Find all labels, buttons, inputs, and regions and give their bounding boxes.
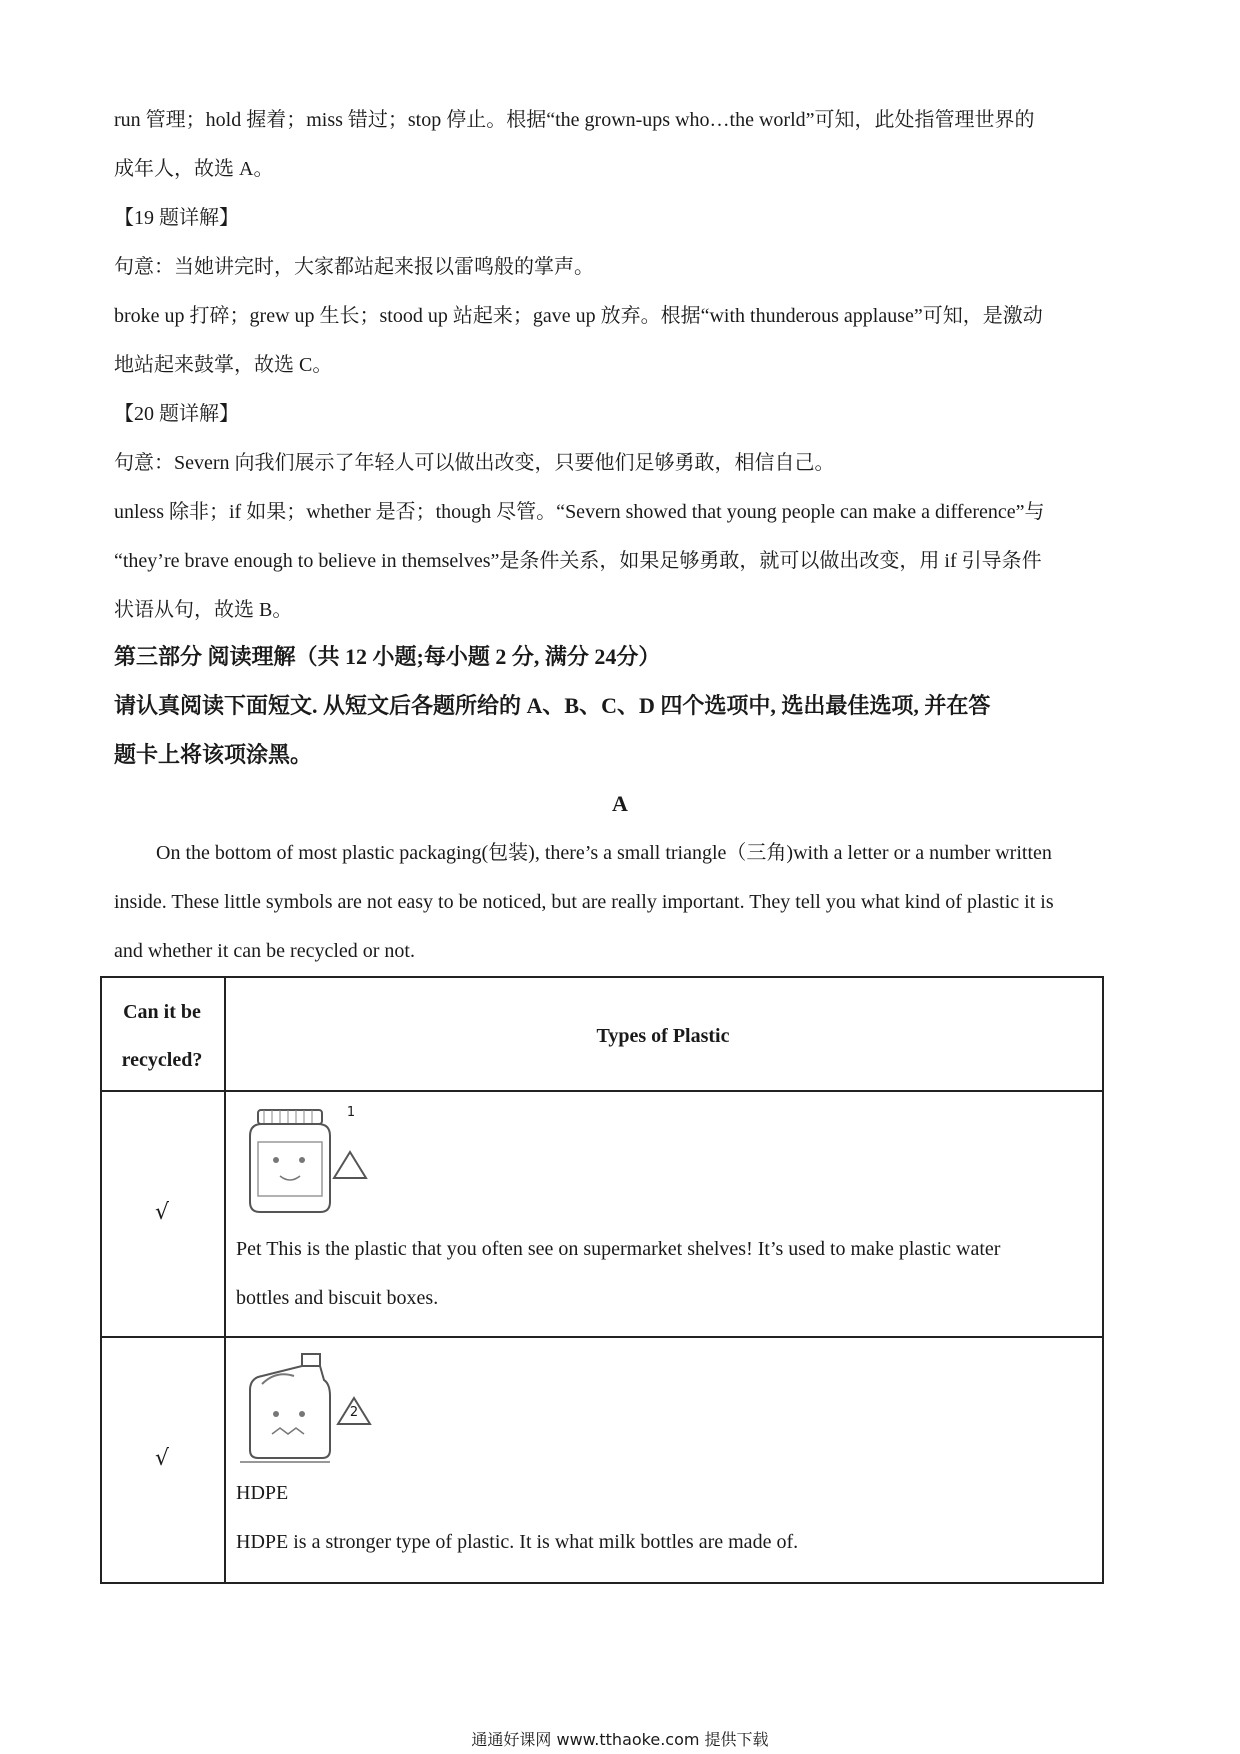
row1-description-line1: Pet This is the plastic that you often see on supermarket shelves! It’s used to make plastic water: [236, 1238, 1001, 1260]
row2-description-line1: HDPE is a stronger type of plastic. It is what milk bottles are made of.: [236, 1531, 799, 1553]
section-instruction-line1: 请认真阅读下面短文. 从短文后各题所给的 A、B、C、D 四个选项中, 选出最佳选项, 并在答: [114, 693, 991, 718]
table-border-bottom: [100, 1582, 1104, 1584]
table-border-top: [100, 976, 1104, 978]
passage-line2: inside. These little symbols are not easy to be noticed, but are really important. They tell you what kind of plastic it is: [114, 891, 1054, 913]
section-instruction-line2: 题卡上将该项涂黑。: [114, 742, 313, 767]
table-border-header: [100, 1090, 1104, 1092]
q20-explanation-line3: 状语从句，故选 B。: [114, 599, 293, 621]
row1-recyclable-check: √: [154, 1200, 170, 1225]
table-border-middle: [224, 976, 226, 1584]
header-recyclable-line2: recycled?: [121, 1049, 203, 1071]
q18-explanation-line2: 成年人，故选 A。: [114, 158, 274, 180]
table-border-row1: [100, 1336, 1104, 1338]
row2-plastic-name: HDPE: [236, 1482, 289, 1504]
footer-source: 通通好课网 www.tthaoke.com 提供下载: [471, 1730, 769, 1749]
row1-description-line2: bottles and biscuit boxes.: [236, 1287, 439, 1309]
q19-explanation-line2: 地站起来鼓掌，故选 C。: [114, 354, 333, 376]
pet-recycle-number: 1: [346, 1105, 356, 1120]
q20-explanation-line2: “they’re brave enough to believe in themselves”是条件关系，如果足够勇敢，就可以做出改变，用 if 引导条件: [114, 550, 1042, 572]
q20-explanation-line1: unless 除非；if 如果；whether 是否；though 尽管。“Severn showed that young people can make a difference”与: [114, 501, 1045, 523]
hdpe-recycle-number: 2: [349, 1405, 359, 1420]
passage-line1: On the bottom of most plastic packaging(包装), there’s a small triangle（三角)with a letter or a number written: [156, 842, 1052, 864]
table-border-right: [1102, 976, 1104, 1584]
q18-explanation-line1: run 管理；hold 握着；miss 错过；stop 停止。根据“the grown-ups who…the world”可知，此处指管理世界的: [114, 109, 1035, 131]
plastic-types-table: [100, 976, 1104, 1584]
q19-heading: 【19 题详解】: [114, 207, 239, 229]
q20-heading: 【20 题详解】: [114, 403, 239, 425]
q19-meaning: 句意：当她讲完时，大家都站起来报以雷鸣般的掌声。: [114, 256, 594, 278]
section-title: 第三部分 阅读理解（共 12 小题;每小题 2 分, 满分 24分）: [114, 644, 661, 669]
passage-line3: and whether it can be recycled or not.: [114, 940, 415, 962]
q19-explanation-line1: broke up 打碎；grew up 生长；stood up 站起来；gave up 放弃。根据“with thunderous applause”可知，是激动: [114, 305, 1043, 327]
q20-meaning: 句意：Severn 向我们展示了年轻人可以做出改变，只要他们足够勇敢，相信自己。: [114, 452, 835, 474]
header-recyclable-line1: Can it be: [123, 1001, 201, 1023]
header-types-of-plastic: Types of Plastic: [596, 1025, 730, 1047]
row2-recyclable-check: √: [154, 1446, 170, 1471]
passage-label: A: [612, 791, 628, 816]
